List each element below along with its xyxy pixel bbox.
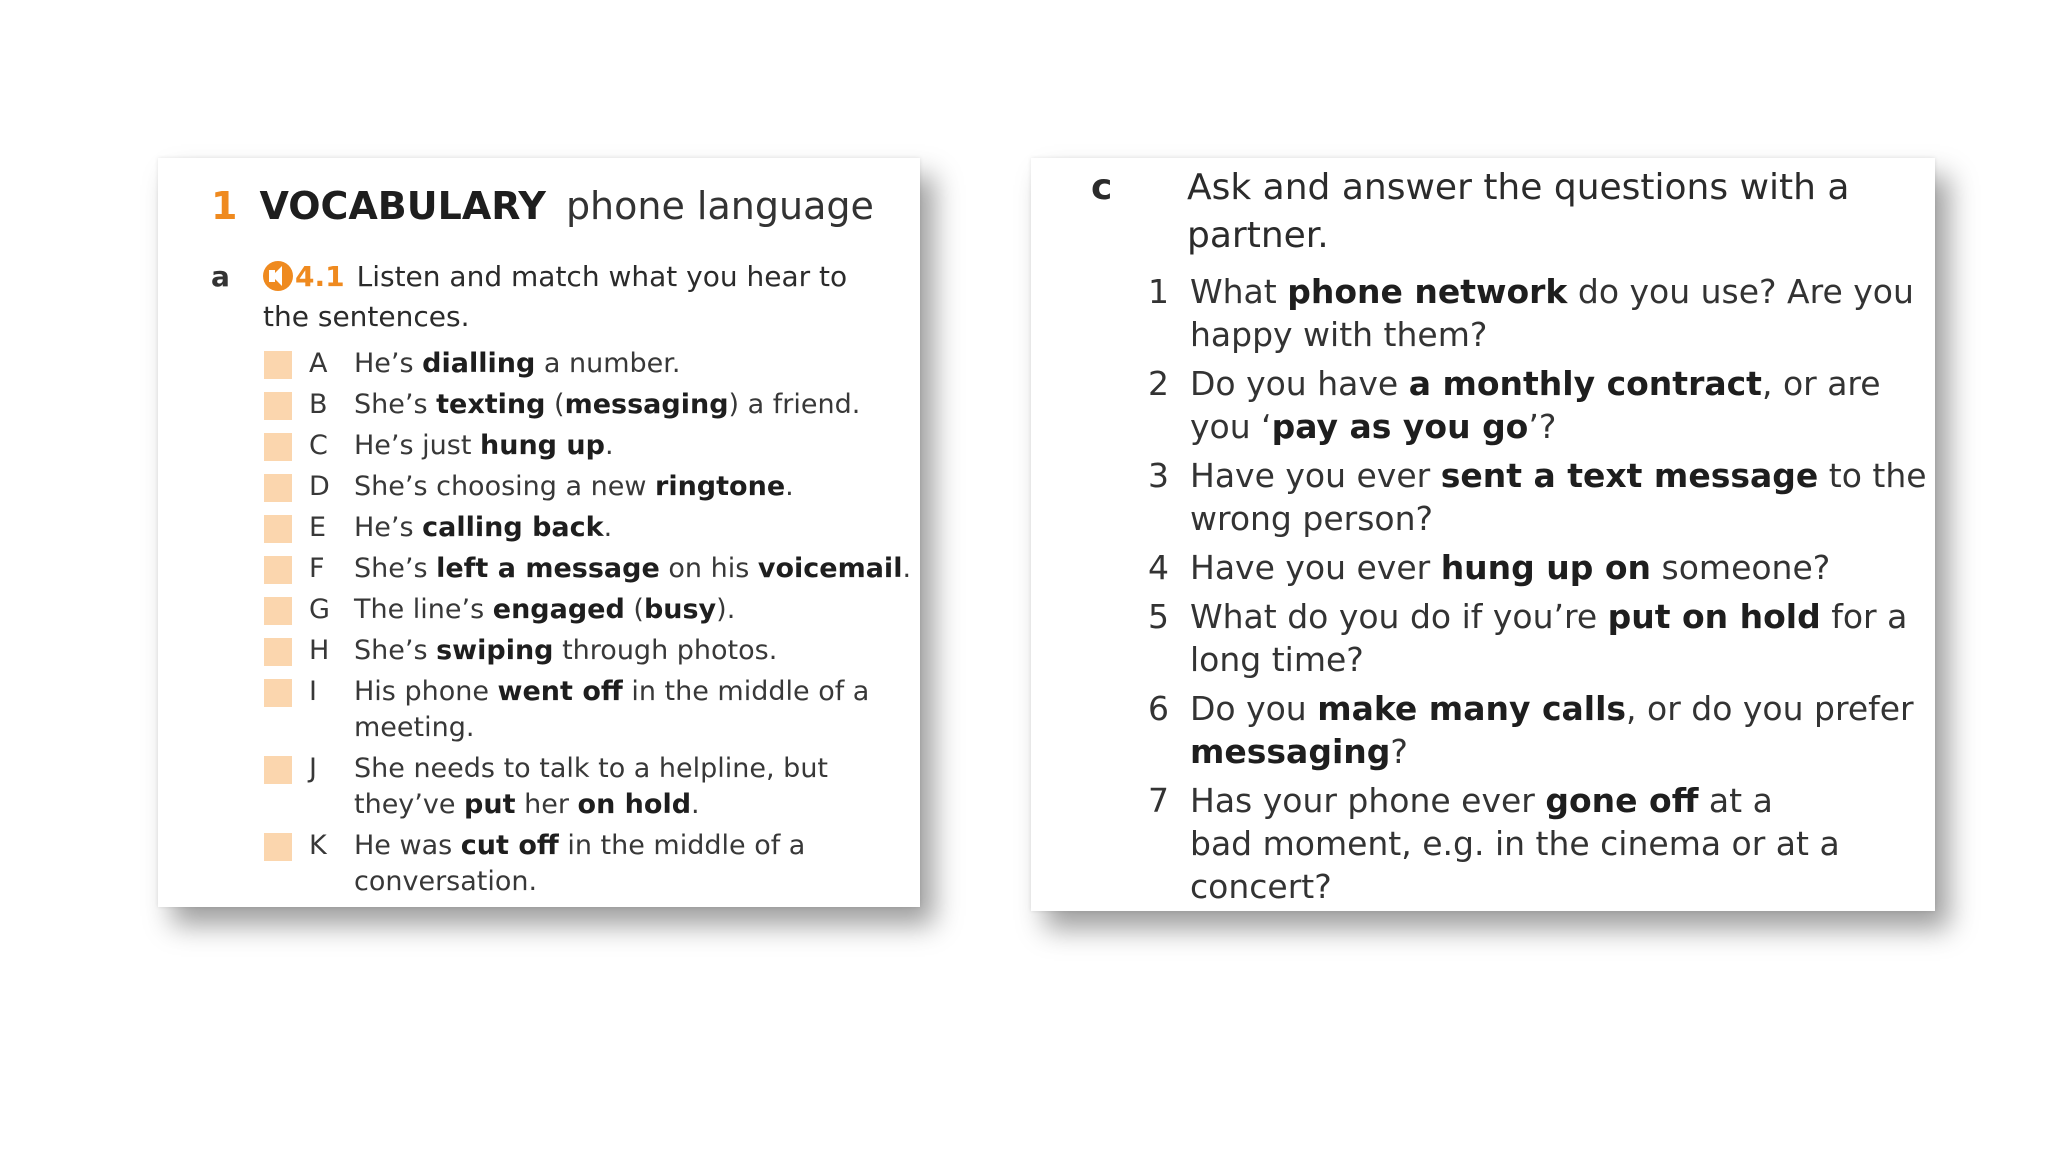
item-text: He’s calling back. [354, 512, 613, 543]
discussion-card [1031, 158, 1935, 911]
list-item [264, 346, 914, 382]
section-title: VOCABULARY [259, 184, 546, 228]
task-letter: c [1091, 167, 1113, 208]
item-letter: I [309, 676, 317, 707]
item-text: He was cut off in the middle of a conversation. [354, 830, 806, 897]
task-instruction [211, 257, 901, 337]
question-number: 4 [1148, 548, 1169, 587]
question-text: What phone network do you use? Are you happy with them? [1190, 272, 1914, 354]
item-letter: J [309, 753, 317, 784]
question-number: 5 [1148, 597, 1169, 636]
answer-box[interactable] [264, 756, 292, 784]
list-item [264, 633, 914, 669]
answer-box[interactable] [264, 351, 292, 379]
item-letter: K [309, 830, 327, 861]
section-number: 1 [211, 184, 238, 228]
item-text: She’s choosing a new ringtone. [354, 471, 794, 502]
task-c [1091, 164, 1911, 260]
task-instruction: Ask and answer the questions with a partner. [1187, 167, 1850, 256]
answer-box[interactable] [264, 474, 292, 502]
item-text: He’s just hung up. [354, 430, 614, 461]
question-number: 3 [1148, 456, 1169, 495]
list-item [264, 469, 914, 505]
section-heading [211, 184, 874, 230]
question-text: Has your phone ever gone off at a bad moment, e.g. in the cinema or at a concert? [1190, 781, 1840, 906]
question-item [1148, 270, 1938, 356]
task-a [211, 257, 901, 337]
item-letter: C [309, 430, 328, 461]
instruction-text: Listen and match what you hear to the sentences. [263, 260, 848, 333]
answer-box[interactable] [264, 597, 292, 625]
list-item [264, 510, 914, 546]
section-topic: phone language [565, 184, 874, 228]
question-number: 2 [1148, 364, 1169, 403]
question-item [1148, 687, 1938, 773]
question-text: Do you make many calls, or do you prefer messaging? [1190, 689, 1914, 771]
question-text: What do you do if you’re put on hold for a long time? [1190, 597, 1908, 679]
item-letter: A [309, 348, 328, 379]
item-text: He’s dialling a number. [354, 348, 681, 379]
list-item [264, 592, 914, 628]
question-list [1148, 270, 1938, 914]
item-letter: F [309, 553, 325, 584]
list-item [264, 751, 914, 823]
answer-box[interactable] [264, 638, 292, 666]
task-letter: a [211, 260, 230, 293]
question-text: Do you have a monthly contract, or are you ‘pay as you go’? [1190, 364, 1881, 446]
question-text: Have you ever sent a text message to the wrong person? [1190, 456, 1927, 538]
item-letter: D [309, 471, 330, 502]
question-number: 6 [1148, 689, 1169, 728]
list-item [264, 828, 914, 900]
list-item [264, 428, 914, 464]
question-number: 1 [1148, 272, 1169, 311]
question-item [1148, 546, 1938, 589]
question-number: 7 [1148, 781, 1169, 820]
question-text: Have you ever hung up on someone? [1190, 548, 1831, 587]
answer-box[interactable] [264, 392, 292, 420]
item-text: She’s texting (messaging) a friend. [354, 389, 861, 420]
item-text: She needs to talk to a helpline, but they’ve put her on hold. [354, 753, 829, 820]
question-item [1148, 454, 1938, 540]
item-letter: H [309, 635, 330, 666]
item-text: His phone went off in the middle of a meeting. [354, 676, 870, 743]
answer-box[interactable] [264, 833, 292, 861]
vocabulary-card [158, 158, 920, 907]
item-letter: B [309, 389, 328, 420]
question-item [1148, 779, 1938, 908]
item-letter: G [309, 594, 330, 625]
track-number: 4.1 [295, 260, 345, 293]
list-item [264, 387, 914, 423]
answer-box[interactable] [264, 433, 292, 461]
item-text: The line’s engaged (busy). [354, 594, 736, 625]
item-text: She’s left a message on his voicemail. [354, 553, 912, 584]
list-item [264, 674, 914, 746]
match-list [264, 346, 914, 905]
question-item [1148, 595, 1938, 681]
answer-box[interactable] [264, 556, 292, 584]
list-item [264, 551, 914, 587]
answer-box[interactable] [264, 679, 292, 707]
item-letter: E [309, 512, 327, 543]
audio-icon[interactable] [263, 261, 293, 291]
question-item [1148, 362, 1938, 448]
item-text: She’s swiping through photos. [354, 635, 778, 666]
answer-box[interactable] [264, 515, 292, 543]
